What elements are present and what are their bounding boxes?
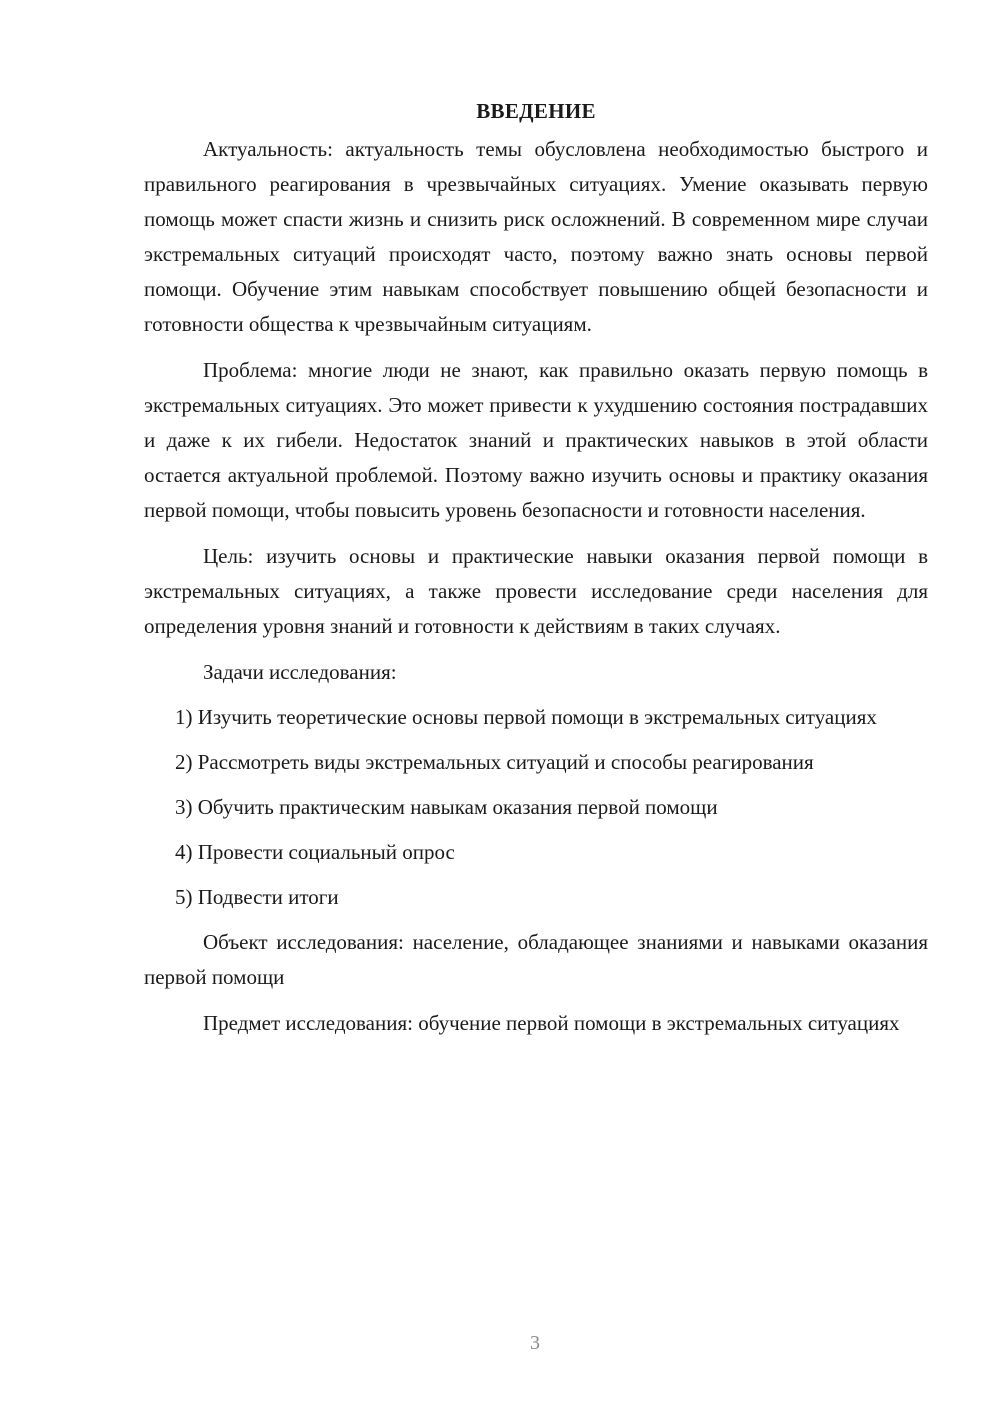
goal-paragraph: Цель: изучить основы и практические навыки оказания первой помощи в экстремальных ситуациях, а также провести исследование среди населения для определения уровня знаний и готовности к действиям в таких случаях. xyxy=(144,544,928,638)
research-subject-paragraph: Предмет исследования: обучение первой помощи в экстремальных ситуациях xyxy=(203,1011,900,1035)
page-title: ВВЕДЕНИЕ xyxy=(476,99,596,123)
relevance-paragraph: Актуальность: актуальность темы обусловлена необходимостью быстрого и правильного реагирования в чрезвычайных ситуациях. Умение оказывать первую помощь может спасти жизнь и снизить риск осложнений. В современном мире случаи экстремальных ситуаций происходят часто, поэтому важно знать основы первой помощи. Обучение этим навыкам способствует повышению общей безопасности и готовности общества к чрезвычайным ситуациям. xyxy=(144,137,928,336)
page-content xyxy=(144,94,928,1052)
task-item-5: 5) Подвести итоги xyxy=(175,885,339,909)
task-item-1: 1) Изучить теоретические основы первой помощи в экстремальных ситуациях xyxy=(175,705,877,729)
task-item-3: 3) Обучить практическим навыкам оказания первой помощи xyxy=(175,795,718,819)
page-number: 3 xyxy=(530,1332,540,1354)
task-item-2: 2) Рассмотреть виды экстремальных ситуаций и способы реагирования xyxy=(175,750,814,774)
task-item-4: 4) Провести социальный опрос xyxy=(175,840,455,864)
problem-paragraph: Проблема: многие люди не знают, как правильно оказать первую помощь в экстремальных ситуациях. Это может привести к ухудшению состояния пострадавших и даже к их гибели. Недостаток знаний и практических навыков в этой области остается актуальной проблемой. Поэтому важно изучить основы и практику оказания первой помощи, чтобы повысить уровень безопасности и готовности населения. xyxy=(144,358,928,522)
research-object-paragraph: Объект исследования: население, обладающее знаниями и навыками оказания первой помощи xyxy=(144,930,928,989)
tasks-heading: Задачи исследования: xyxy=(203,660,397,684)
